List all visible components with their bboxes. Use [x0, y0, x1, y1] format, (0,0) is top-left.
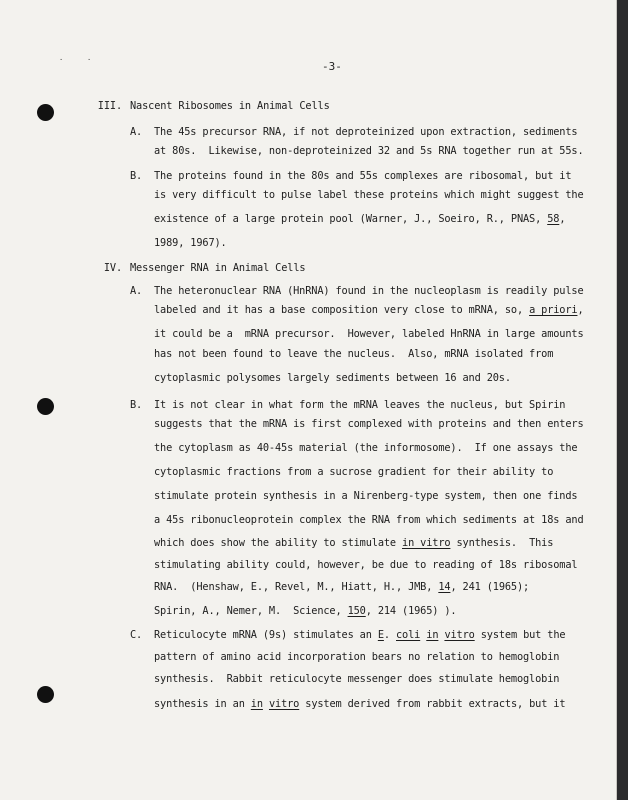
item-letter: A.: [130, 285, 143, 297]
text-line: [154, 537, 553, 549]
underlined-text: vitro: [268, 698, 300, 710]
text-line: [154, 490, 577, 502]
text-run: synthesis. This: [450, 537, 554, 549]
text-line: [154, 237, 227, 249]
text-line: [154, 466, 553, 478]
margin-mark: .: [59, 54, 64, 62]
text-run: system derived from rabbit extracts, but it: [299, 698, 566, 710]
underlined-text: 150: [347, 605, 366, 617]
margin-mark: .: [87, 54, 92, 62]
item-letter: B.: [130, 399, 143, 411]
text-line: [154, 581, 529, 593]
text-line: [154, 126, 577, 138]
underlined-text: in: [426, 629, 439, 641]
section-numeral: IV.: [103, 262, 122, 274]
underlined-text: in: [250, 698, 263, 710]
item-letter: A.: [130, 126, 143, 138]
underlined-text: in vitro: [402, 537, 451, 549]
text-run: system but the: [474, 629, 566, 641]
item-letter: C.: [130, 629, 143, 641]
text-run: is very difficult to pulse label these proteins which might suggest the: [154, 189, 584, 201]
text-run: the cytoplasm as 40-45s material (the informosome). If one assays the: [154, 442, 578, 454]
text-run: The heteronuclear RNA (HnRNA) found in the nucleoplasm is readily pulse: [154, 285, 584, 297]
text-line: [154, 170, 571, 182]
section-heading: Nascent Ribosomes in Animal Cells: [130, 100, 330, 112]
text-run: has not been found to leave the nucleus. Also, mRNA isolated from: [154, 348, 554, 360]
text-run: at 80s. Likewise, non-deproteinized 32 and 5s RNA together run at 55s.: [154, 145, 584, 157]
underlined-text: vitro: [444, 629, 475, 641]
text-line: [154, 698, 565, 710]
text-line: [154, 629, 565, 641]
text-run: existence of a large protein pool (Warner, J., Soeiro, R., PNAS,: [154, 213, 548, 225]
text-run: it could be a mRNA precursor. However, labeled HnRNA in large amounts: [154, 328, 584, 340]
binder-hole-top: [37, 104, 54, 121]
item-letter: B.: [130, 170, 143, 182]
text-run: suggests that the mRNA is first complexed with proteins and then enters: [154, 418, 584, 430]
text-line: [154, 651, 559, 663]
text-line: [154, 348, 553, 360]
text-line: [154, 213, 565, 225]
text-run: Spirin, A., Nemer, M. Science,: [154, 605, 348, 617]
text-line: [154, 514, 584, 526]
text-run: .: [383, 629, 396, 641]
text-run: Reticulocyte mRNA (9s) stimulates an: [154, 629, 378, 641]
section-numeral: III.: [97, 100, 122, 112]
text-line: [154, 605, 456, 617]
text-run: which does show the ability to stimulate: [154, 537, 403, 549]
text-run: 1989, 1967).: [154, 237, 227, 249]
underlined-text: 58: [547, 213, 560, 225]
text-run: stimulating ability could, however, be due to reading of 18s ribosomal: [154, 559, 578, 571]
section-heading: Messenger RNA in Animal Cells: [130, 262, 306, 274]
text-line: [154, 304, 584, 316]
text-run: , 214 (1965) ).: [365, 605, 457, 617]
text-run: labeled and it has a base composition very close to mRNA, so,: [154, 304, 530, 316]
text-line: [154, 328, 584, 340]
text-run: stimulate protein synthesis in a Nirenberg-type system, then one finds: [154, 490, 578, 502]
text-run: , 241 (1965);: [450, 581, 530, 593]
text-run: It is not clear in what form the mRNA leaves the nucleus, but Spirin: [154, 399, 566, 411]
text-run: synthesis in an: [154, 698, 251, 710]
text-run: cytoplasmic fractions from a sucrose gradient for their ability to: [154, 466, 554, 478]
text-line: [154, 285, 584, 297]
binder-hole-middle: [37, 398, 54, 415]
text-run: cytoplasmic polysomes largely sediments between 16 and 20s.: [154, 372, 511, 384]
text-run: The proteins found in the 80s and 55s complexes are ribosomal, but it: [154, 170, 572, 182]
text-run: synthesis. Rabbit reticulocyte messenger does stimulate hemoglobin: [154, 673, 560, 685]
text-line: [154, 442, 577, 454]
underlined-text: 14: [438, 581, 451, 593]
text-run: a 45s ribonucleoprotein complex the RNA from which sediments at 18s and: [154, 514, 584, 526]
binder-hole-bottom: [37, 686, 54, 703]
text-line: [154, 372, 511, 384]
text-run: RNA. (Henshaw, E., Revel, M., Hiatt, H., JMB,: [154, 581, 439, 593]
text-line: [154, 418, 584, 430]
underlined-text: a priori: [529, 304, 578, 316]
text-run: ,: [559, 213, 566, 225]
text-run: ,: [577, 304, 584, 316]
underlined-text: coli: [396, 629, 421, 641]
page-number: -3-: [322, 60, 342, 73]
text-line: [154, 399, 565, 411]
text-line: [154, 673, 559, 685]
text-line: [154, 189, 584, 201]
text-run: The 45s precursor RNA, if not deproteinized upon extraction, sediments: [154, 126, 578, 138]
text-run: pattern of amino acid incorporation bears no relation to hemoglobin: [154, 651, 560, 663]
text-line: [154, 559, 577, 571]
underlined-text: E: [377, 629, 384, 641]
text-line: [154, 145, 584, 157]
